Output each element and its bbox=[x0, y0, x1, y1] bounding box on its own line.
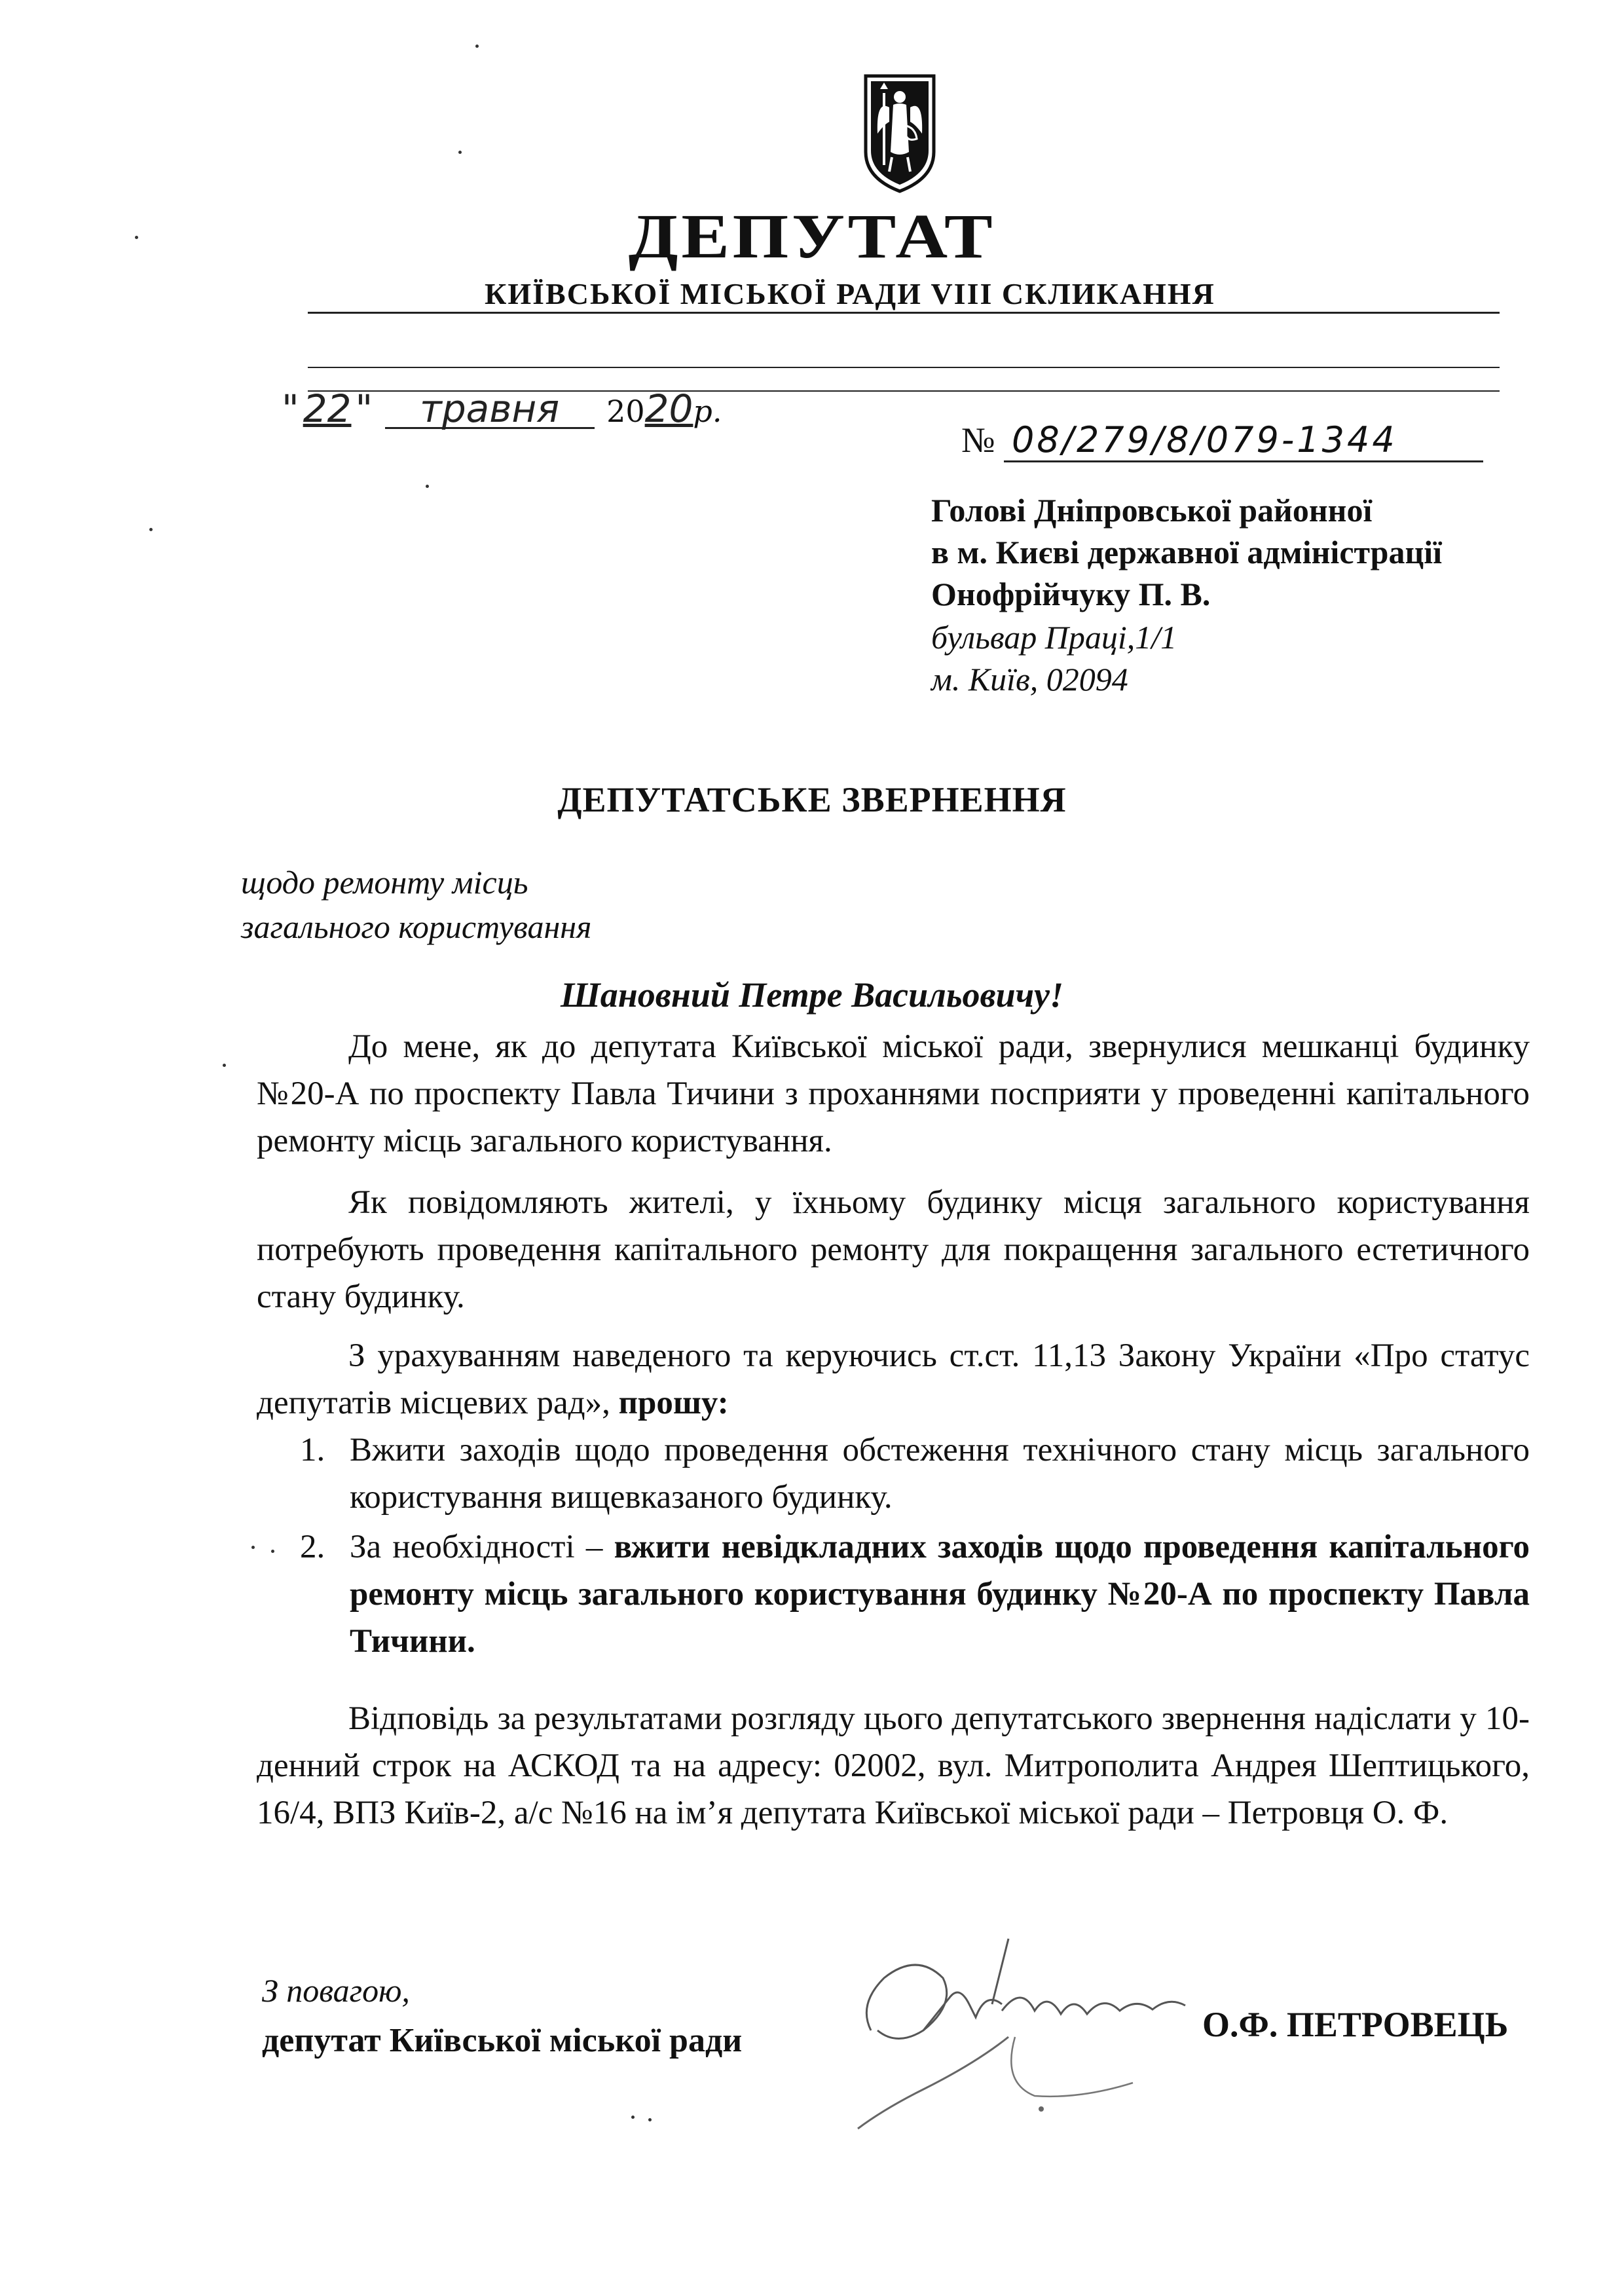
scan-speck bbox=[426, 485, 429, 488]
request-item-2-text: За необхідності – bbox=[350, 1529, 614, 1565]
addressee-line-2: в м. Києві державної адміністрації bbox=[931, 534, 1443, 570]
date-close-quote: " bbox=[355, 386, 373, 431]
request-item-2-number: 2. bbox=[300, 1529, 325, 1565]
request-item-1-number: 1. bbox=[300, 1432, 325, 1468]
date-day: 22 bbox=[303, 386, 352, 431]
registration-value: 08/279/8/079-1344 bbox=[1004, 419, 1483, 462]
request-item-2 bbox=[257, 1523, 1530, 1665]
body-paragraph-3-request: прошу: bbox=[610, 1385, 729, 1421]
scan-speck bbox=[135, 236, 138, 239]
registration-number bbox=[961, 419, 1483, 462]
document-title: ДЕПУТАТСЬКЕ ЗВЕРНЕННЯ bbox=[557, 780, 1067, 819]
letter-date bbox=[282, 386, 722, 431]
body-paragraph-3 bbox=[257, 1332, 1530, 1427]
council-convocation: КИЇВСЬКОЇ МІСЬКОЇ РАДИ VIII СКЛИКАННЯ bbox=[485, 277, 1215, 310]
date-year-suffix: 20 bbox=[644, 386, 693, 431]
request-list bbox=[257, 1427, 1530, 1668]
date-year-mark: р. bbox=[693, 394, 722, 429]
scan-speck bbox=[648, 2118, 652, 2121]
addressee-line-4: бульвар Праці,1/1 bbox=[931, 619, 1177, 656]
date-month: травня bbox=[385, 390, 595, 429]
response-instruction: Відповідь за результатами розгляду цього депутатського звернення надіслати у 10-денний строк на АСКОД та на адресу: 02002, вул. Митрополита Андрея Шептицького, 16/4, ВПЗ Київ-2, а/с №16 на ім’я депутата Київської міської ради – Петровця О. Ф. bbox=[257, 1700, 1530, 1831]
closing-position: депутат Київської міської ради bbox=[262, 2022, 743, 2059]
signer-name: О.Ф. ПЕТРОВЕЦЬ bbox=[1202, 2005, 1509, 2044]
scan-speck bbox=[458, 151, 462, 154]
request-item-2-bold: вжити невідкладних заходів щодо проведення капітального ремонту місць загального користування будинку №20-А по проспекту Павла Тичини. bbox=[350, 1529, 1530, 1660]
scan-speck bbox=[631, 2116, 635, 2119]
body-paragraph-3-text: З урахуванням наведеного та керуючись ст.ст. 11,13 Закону України «Про статус депутатів місцевих рад», bbox=[257, 1337, 1530, 1421]
closing-regards: З повагою, bbox=[262, 1972, 410, 2009]
date-open-quote: " bbox=[282, 386, 299, 431]
date-year-prefix: 20 bbox=[606, 394, 645, 429]
handwritten-signature bbox=[845, 1932, 1211, 2181]
scan-speck bbox=[251, 1546, 255, 1549]
subject-line-2: загального користування bbox=[241, 908, 592, 945]
salutation: Шановний Петре Васильовичу! bbox=[560, 975, 1064, 1015]
scan-speck bbox=[223, 1064, 226, 1067]
scan-speck bbox=[475, 45, 479, 48]
deputy-title: ДЕПУТАТ bbox=[628, 201, 996, 271]
registration-label: № bbox=[961, 420, 995, 460]
request-item-1-text: Вжити заходів щодо проведення обстеження технічного стану місць загального користування вищевказаного будинку. bbox=[350, 1432, 1530, 1516]
scan-speck bbox=[271, 1550, 274, 1553]
kyiv-coat-of-arms-icon bbox=[863, 73, 936, 194]
body-paragraph-2: Як повідомляють жителі, у їхньому будинку місця загального користування потребують проведення капітального ремонту для покращення загального естетичного стану будинку. bbox=[257, 1184, 1530, 1315]
scan-speck bbox=[149, 528, 153, 531]
body-paragraph-1: До мене, як до депутата Київської міської ради, звернулися мешканці будинку №20-А по проспекту Павла Тичини з проханнями посприяти у проведенні капітального ремонту місць загального користування. bbox=[257, 1028, 1530, 1159]
header-rule-middle bbox=[308, 367, 1500, 368]
addressee-line-1: Голові Дніпровської районної bbox=[931, 492, 1373, 529]
header-rule-top bbox=[308, 312, 1500, 314]
request-item-1 bbox=[257, 1427, 1530, 1521]
addressee-line-5: м. Київ, 02094 bbox=[931, 661, 1128, 698]
subject-line-1: щодо ремонту місць bbox=[241, 864, 528, 901]
addressee-line-3: Онофрійчуку П. В. bbox=[931, 576, 1211, 612]
